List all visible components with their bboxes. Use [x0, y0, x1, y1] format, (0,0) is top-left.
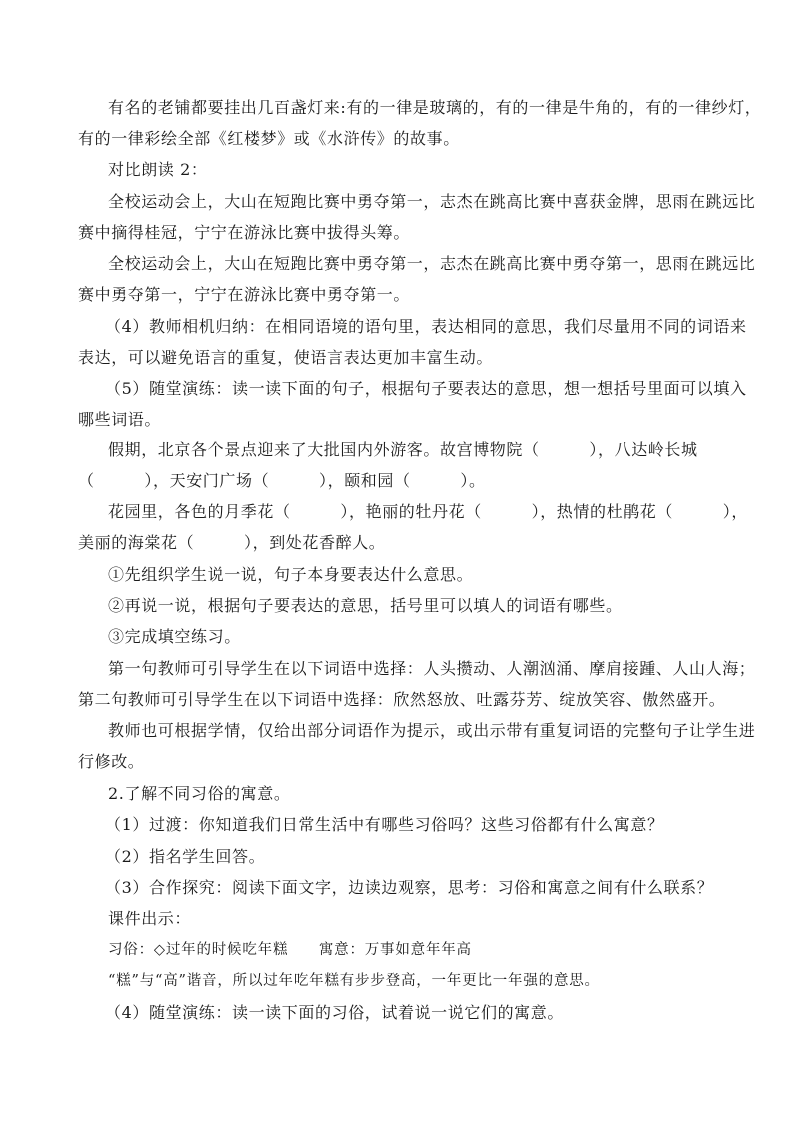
courseware-custom-line	[78, 935, 718, 966]
paragraph-sports-meet-repeated	[78, 248, 756, 310]
text-line: 全校运动会上，大山在短跑比赛中勇夺第一，志杰在跳高比赛中喜获金牌，思雨在跳远比	[108, 192, 756, 211]
text-line: （1）过渡：你知道我们日常生活中有哪些习俗吗？这些习俗都有什么寓意？	[105, 815, 664, 834]
text-line: 美丽的海棠花（ ），到处花香醉人。	[78, 533, 386, 552]
text-line: 赛中摘得桂冠，宁宁在游泳比赛中拔得头筹。	[78, 223, 411, 242]
text-line: 课件出示：	[108, 909, 192, 928]
item-cooperative-inquiry	[78, 872, 718, 903]
text-line: 赛中勇夺第一，宁宁在游泳比赛中勇夺第一。	[78, 285, 411, 304]
text-line: 行修改。	[78, 752, 145, 771]
text-line: ③完成填空练习。	[108, 627, 241, 646]
text-line: 表达，可以避免语言的重复，使语言表达更加丰富生动。	[78, 348, 494, 367]
text-line: ①先组织学生说一说，句子本身要表达什么意思。	[108, 565, 474, 584]
text-line: 有名的老铺都要挂出几百盏灯来:有的一律是玻璃的，有的一律是牛角的，有的一律纱灯，	[108, 98, 762, 117]
text-line: （5）随堂演练：读一读下面的句子，根据句子要表达的意思，想一想括号里面可以填入	[105, 379, 747, 398]
step-1	[78, 559, 718, 590]
text-line: 第一句教师可引导学生在以下词语中选择：人头攒动、人潮汹涌、摩肩接踵、人山人海；	[108, 659, 756, 678]
text-line: （4）教师相机归纳：在相同语境的语句里，表达相同的意思，我们尽量用不同的词语来	[105, 317, 747, 336]
text-line: （4）随堂演练：读一读下面的习俗，试着说一说它们的寓意。	[105, 1003, 564, 1022]
text-line: 教师也可根据学情，仅给出部分词语作为提示，或出示带有重复词语的完整句子让学生进	[108, 721, 756, 740]
item-transition	[78, 809, 718, 840]
item-student-answer	[78, 841, 718, 872]
text-line: 花园里，各色的月季花（ ），艳丽的牡丹花（ ），热情的杜鹃花（ ），	[108, 502, 749, 521]
text-line: 习俗：◇过年的时候吃年糕 寓意：万事如意年年高	[108, 942, 472, 958]
text-line: 有的一律彩绘全部《红楼梦》或《水浒传》的故事。	[78, 129, 460, 148]
courseware-label	[78, 903, 718, 934]
paragraph-word-choices	[78, 653, 756, 715]
text-line: 第二句教师可引导学生在以下词语中选择：欣然怒放、吐露芬芳、绽放笑容、傲然盛开。	[78, 690, 726, 709]
text-line: “糕”与“高”谐音，所以过年吃年糕有步步登高，一年更比一年强的意思。	[108, 973, 600, 989]
item-practice-customs	[78, 997, 718, 1028]
text-line: 假期，北京各个景点迎来了大批国内外游客。故宫博物院（ ），八达岭长城	[108, 440, 698, 459]
exercise-sentence-beijing	[78, 434, 718, 496]
heading-contrast-reading-2	[78, 154, 718, 185]
text-line: ②再说一说，根据句子要表达的意思，括号里可以填人的词语有哪些。	[108, 596, 623, 615]
step-3	[78, 621, 718, 652]
step-2	[78, 590, 718, 621]
text-line: （ ），天安门广场（ ），颐和园（ ）。	[78, 471, 486, 490]
paragraph-teacher-summary	[78, 311, 747, 373]
text-line: 2.了解不同习俗的寓意。	[108, 784, 291, 803]
courseware-explanation	[78, 966, 718, 997]
paragraph-sports-meet-varied	[78, 186, 756, 248]
text-line: 对比朗读 2：	[108, 160, 208, 179]
exercise-sentence-garden	[78, 496, 749, 558]
text-line: （3）合作探究：阅读下面文字，边读边观察，思考：习俗和寓意之间有什么联系？	[105, 878, 714, 897]
paragraph-practice-5	[78, 373, 747, 435]
text-line: 全校运动会上，大山在短跑比赛中勇夺第一，志杰在跳高比赛中勇夺第一，思雨在跳远比	[108, 254, 756, 273]
paragraph-teacher-options	[78, 715, 756, 777]
text-line: （2）指名学生回答。	[105, 847, 266, 866]
section-heading-customs	[78, 778, 718, 809]
paragraph-lantern-shops	[78, 92, 762, 154]
text-line: 哪些词语。	[78, 410, 162, 429]
